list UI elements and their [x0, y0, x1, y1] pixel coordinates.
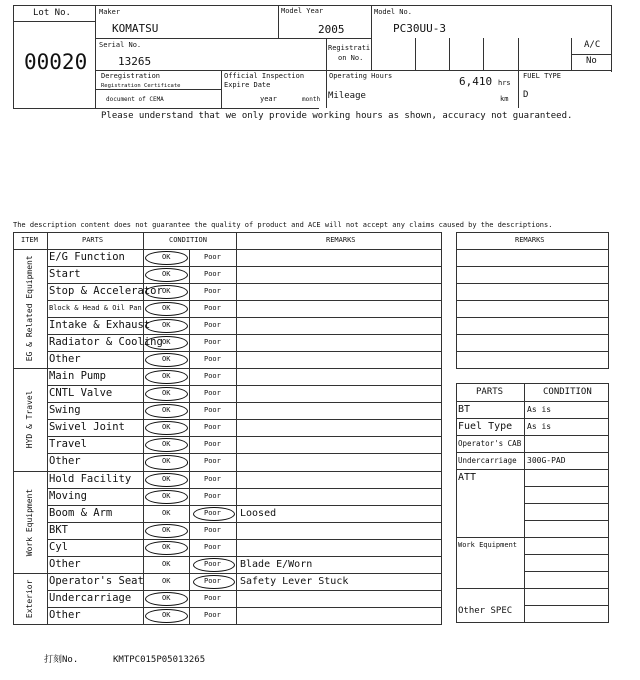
- right-remarks-header: REMARKS: [515, 236, 545, 244]
- row-divider: [47, 539, 442, 540]
- right-condition-header: CONDITION: [543, 387, 592, 397]
- condition-ok: OK: [162, 338, 171, 347]
- model-year-value: 2005: [318, 23, 345, 36]
- group-divider: [13, 368, 442, 369]
- condition-poor: Poor: [204, 508, 221, 517]
- parts-row-right: [524, 520, 609, 521]
- selected-condition-circle: [145, 302, 188, 316]
- km-label: km: [500, 95, 509, 103]
- part-name: Moving: [49, 489, 87, 502]
- parts-row-right: [524, 537, 609, 538]
- selected-condition-circle: [145, 404, 188, 418]
- part-name: Travel: [49, 438, 87, 451]
- table-col-border: [441, 232, 442, 624]
- row-divider: [47, 607, 442, 608]
- maker-value: KOMATSU: [112, 22, 159, 35]
- group-divider: [13, 471, 442, 472]
- parts-row: [456, 435, 609, 436]
- condition-poor: Poor: [204, 423, 221, 432]
- row-divider: [47, 300, 442, 301]
- parts-row: [456, 622, 609, 623]
- condition-ok: OK: [162, 508, 171, 517]
- other-spec-label: Other SPEC: [458, 606, 513, 616]
- selected-condition-circle: [193, 507, 235, 521]
- col-item-header: ITEM: [21, 236, 38, 244]
- model-no-value: PC30UU-3: [393, 22, 446, 35]
- parts-row-right: [524, 554, 609, 555]
- row-divider: [47, 488, 442, 489]
- right-remarks-row: [456, 249, 609, 250]
- selected-condition-circle: [193, 575, 235, 589]
- selected-condition-circle: [145, 285, 188, 299]
- right-condition-value: As is: [527, 405, 552, 414]
- part-name: Other: [49, 455, 81, 468]
- selected-condition-circle: [145, 592, 188, 606]
- maker-label: Maker: [99, 8, 121, 16]
- parts-row-right: [524, 571, 609, 572]
- selected-condition-circle: [145, 370, 188, 384]
- right-part-name: BT: [458, 404, 471, 415]
- row-divider: [47, 419, 442, 420]
- condition-ok: OK: [162, 406, 171, 415]
- table-top-border: [13, 232, 442, 233]
- year-label: year: [260, 95, 277, 103]
- row-divider: [47, 505, 442, 506]
- row-divider: [47, 385, 442, 386]
- col-condition-header: CONDITION: [169, 236, 207, 244]
- right-remarks-row: [456, 300, 609, 301]
- group-label: Work Equipment: [25, 487, 34, 556]
- part-name: Radiator & Cooling: [49, 336, 163, 349]
- condition-poor: Poor: [204, 593, 221, 602]
- part-name: Hold Facility: [49, 472, 132, 485]
- condition-ok: OK: [162, 253, 171, 261]
- condition-ok: OK: [162, 474, 171, 483]
- registration-no-label-2: on No.: [338, 54, 364, 62]
- selected-condition-circle: [145, 251, 188, 265]
- right-part-name: Fuel Type: [458, 421, 513, 432]
- model-no-label: Model No.: [374, 8, 412, 16]
- disclaimer-text: The description content does not guarantee the quality of product and ACE will not accept any claims caused by the descriptions.: [13, 221, 553, 229]
- selected-condition-circle: [145, 353, 188, 367]
- row-divider: [47, 334, 442, 335]
- registration-certificate-label: Registration Certificate: [101, 83, 181, 89]
- table-bottom-border: [13, 624, 442, 625]
- condition-poor: Poor: [204, 321, 221, 330]
- part-name: CNTL Valve: [49, 387, 113, 400]
- inspection-label-2: Expire Date: [224, 81, 271, 89]
- operating-hours-value: 6,410: [459, 75, 493, 88]
- hrs-label: hrs: [498, 79, 511, 87]
- right-remarks-row: [456, 334, 609, 335]
- inspection-label-1: Official Inspection: [224, 72, 305, 80]
- registration-no-label-1: Registrati: [328, 44, 371, 52]
- selected-condition-circle: [145, 455, 188, 469]
- condition-ok: OK: [162, 576, 171, 585]
- parts-row: [456, 401, 609, 402]
- selected-condition-circle: [193, 558, 235, 572]
- condition-poor: Poor: [204, 406, 221, 415]
- parts-row-right: [524, 503, 609, 504]
- row-divider: [47, 556, 442, 557]
- condition-ok: OK: [162, 270, 171, 279]
- parts-row: [456, 452, 609, 453]
- parts-row: [456, 588, 609, 589]
- part-name: Boom & Arm: [49, 506, 113, 519]
- condition-ok: OK: [162, 610, 171, 619]
- parts-row: [456, 537, 524, 538]
- condition-poor: Poor: [204, 457, 221, 466]
- right-remarks-row: [456, 283, 609, 284]
- group-label: Exterior: [25, 579, 34, 618]
- right-remarks-row: [456, 368, 609, 369]
- row-divider: [47, 522, 442, 523]
- selected-condition-circle: [145, 387, 188, 401]
- condition-ok: OK: [162, 355, 171, 364]
- right-remarks-row: [456, 317, 609, 318]
- condition-poor: Poor: [204, 440, 221, 449]
- selected-condition-circle: [145, 473, 188, 487]
- part-name: Swivel Joint: [49, 421, 125, 434]
- condition-poor: Poor: [204, 542, 221, 551]
- condition-ok: OK: [162, 593, 171, 602]
- col-remarks-header: REMARKS: [326, 236, 356, 244]
- right-remarks-row: [456, 351, 609, 352]
- condition-ok: OK: [162, 372, 171, 381]
- part-name: Swing: [49, 404, 81, 417]
- condition-ok: OK: [162, 304, 171, 313]
- condition-poor: Poor: [204, 389, 221, 398]
- remark-text: Blade E/Worn: [240, 558, 313, 570]
- right-part-name: Undercarriage: [458, 456, 517, 465]
- condition-ok: OK: [162, 491, 171, 500]
- row-divider: [47, 266, 442, 267]
- hours-note: Please understand that we only provide working hours as shown, accuracy not guaranteed.: [101, 111, 573, 121]
- condition-poor: Poor: [204, 610, 221, 619]
- condition-ok: OK: [162, 321, 171, 330]
- deregistration-label: Deregistration: [101, 72, 161, 80]
- row-divider: [47, 351, 442, 352]
- table-header-border: [13, 249, 442, 250]
- serial-no-value: 13265: [118, 55, 152, 68]
- part-name: Other: [49, 353, 81, 366]
- condition-poor: Poor: [204, 304, 221, 313]
- right-condition-value: 300G-PAD: [527, 456, 566, 465]
- part-name: Undercarriage: [49, 591, 132, 604]
- condition-poor: Poor: [204, 338, 221, 347]
- condition-poor: Poor: [204, 355, 221, 364]
- row-divider: [47, 453, 442, 454]
- ac-label: A/C: [584, 40, 601, 50]
- condition-ok: OK: [162, 525, 171, 534]
- row-divider: [47, 317, 442, 318]
- row-divider: [47, 402, 442, 403]
- group-divider: [13, 573, 442, 574]
- part-name: Intake & Exhaust: [49, 319, 151, 332]
- condition-poor: Poor: [204, 491, 221, 500]
- operating-hours-label: Operating Hours: [329, 72, 393, 80]
- part-name: BKT: [49, 523, 68, 536]
- right-part-name: Operator's CAB: [458, 439, 522, 448]
- right-remarks-right: [608, 232, 609, 369]
- condition-poor: Poor: [204, 270, 221, 279]
- right-part-name: ATT: [458, 472, 477, 483]
- condition-poor: Poor: [204, 372, 221, 381]
- part-name: Stop & Accelerator: [49, 285, 163, 298]
- part-name: Other: [49, 557, 81, 570]
- condition-ok: OK: [162, 287, 171, 296]
- month-label: month: [302, 96, 321, 103]
- selected-condition-circle: [145, 490, 188, 504]
- serial-no-label: Serial No.: [99, 41, 142, 49]
- condition-poor: Poor: [204, 559, 221, 568]
- parts-row: [456, 469, 609, 470]
- stamp-no-label: 打刻No.: [44, 655, 79, 665]
- lot-no-value: 00020: [24, 50, 88, 74]
- parts-row-right: [524, 605, 609, 606]
- condition-poor: Poor: [204, 474, 221, 483]
- condition-ok: OK: [162, 559, 171, 568]
- mileage-label: Mileage: [328, 91, 366, 101]
- table-col-border: [47, 232, 48, 624]
- work-equipment-label: Work Equipment: [458, 541, 518, 549]
- condition-poor: Poor: [204, 576, 221, 585]
- condition-ok: OK: [162, 542, 171, 551]
- remark-text: Loosed: [240, 507, 277, 519]
- condition-ok: OK: [162, 389, 171, 398]
- group-label: HYD & Travel: [25, 390, 34, 449]
- selected-condition-circle: [145, 319, 188, 333]
- condition-ok: OK: [162, 457, 171, 466]
- right-parts-header: PARTS: [476, 387, 504, 397]
- row-divider: [47, 590, 442, 591]
- right-remarks-top: [456, 232, 609, 233]
- condition-ok: OK: [162, 423, 171, 432]
- col-parts-header: PARTS: [82, 236, 104, 244]
- part-name: Main Pump: [49, 370, 106, 383]
- parts-row: [456, 418, 609, 419]
- condition-poor: Poor: [204, 287, 221, 296]
- remark-text: Safety Lever Stuck: [240, 575, 349, 587]
- lot-no-label: Lot No.: [33, 8, 71, 18]
- ac-value: No: [586, 56, 597, 66]
- fuel-type-label: FUEL TYPE: [523, 72, 561, 80]
- stamp-no-value: KMTPC015P05013265: [113, 655, 206, 665]
- row-divider: [47, 283, 442, 284]
- condition-poor: Poor: [204, 525, 221, 534]
- parts-mid: [524, 383, 525, 623]
- parts-left: [456, 383, 457, 623]
- part-name: Start: [49, 268, 81, 281]
- model-year-label: Model Year: [281, 7, 324, 15]
- table-col-border: [236, 232, 237, 624]
- parts-right: [608, 383, 609, 623]
- selected-condition-circle: [145, 438, 188, 452]
- part-name: Other: [49, 608, 81, 621]
- parts-row-right: [524, 486, 609, 487]
- fuel-type-value: D: [523, 90, 529, 100]
- selected-condition-circle: [145, 268, 188, 282]
- condition-ok: OK: [162, 440, 171, 449]
- group-label: EG & Related Equipment: [25, 255, 34, 362]
- cema-doc-label: document of CEMA: [106, 96, 164, 103]
- selected-condition-circle: [145, 609, 188, 623]
- part-name: Operator's Seat: [49, 574, 144, 587]
- condition-poor: Poor: [204, 253, 221, 261]
- parts-top: [456, 383, 609, 384]
- part-name: Block & Head & Oil Pan: [49, 304, 142, 313]
- selected-condition-circle: [145, 524, 188, 538]
- row-divider: [47, 436, 442, 437]
- right-remarks-row: [456, 266, 609, 267]
- part-name: Cyl: [49, 540, 68, 553]
- right-remarks-left: [456, 232, 457, 369]
- part-name: E/G Function: [49, 251, 125, 263]
- selected-condition-circle: [145, 421, 188, 435]
- selected-condition-circle: [145, 336, 188, 350]
- selected-condition-circle: [145, 541, 188, 555]
- right-condition-value: As is: [527, 422, 552, 431]
